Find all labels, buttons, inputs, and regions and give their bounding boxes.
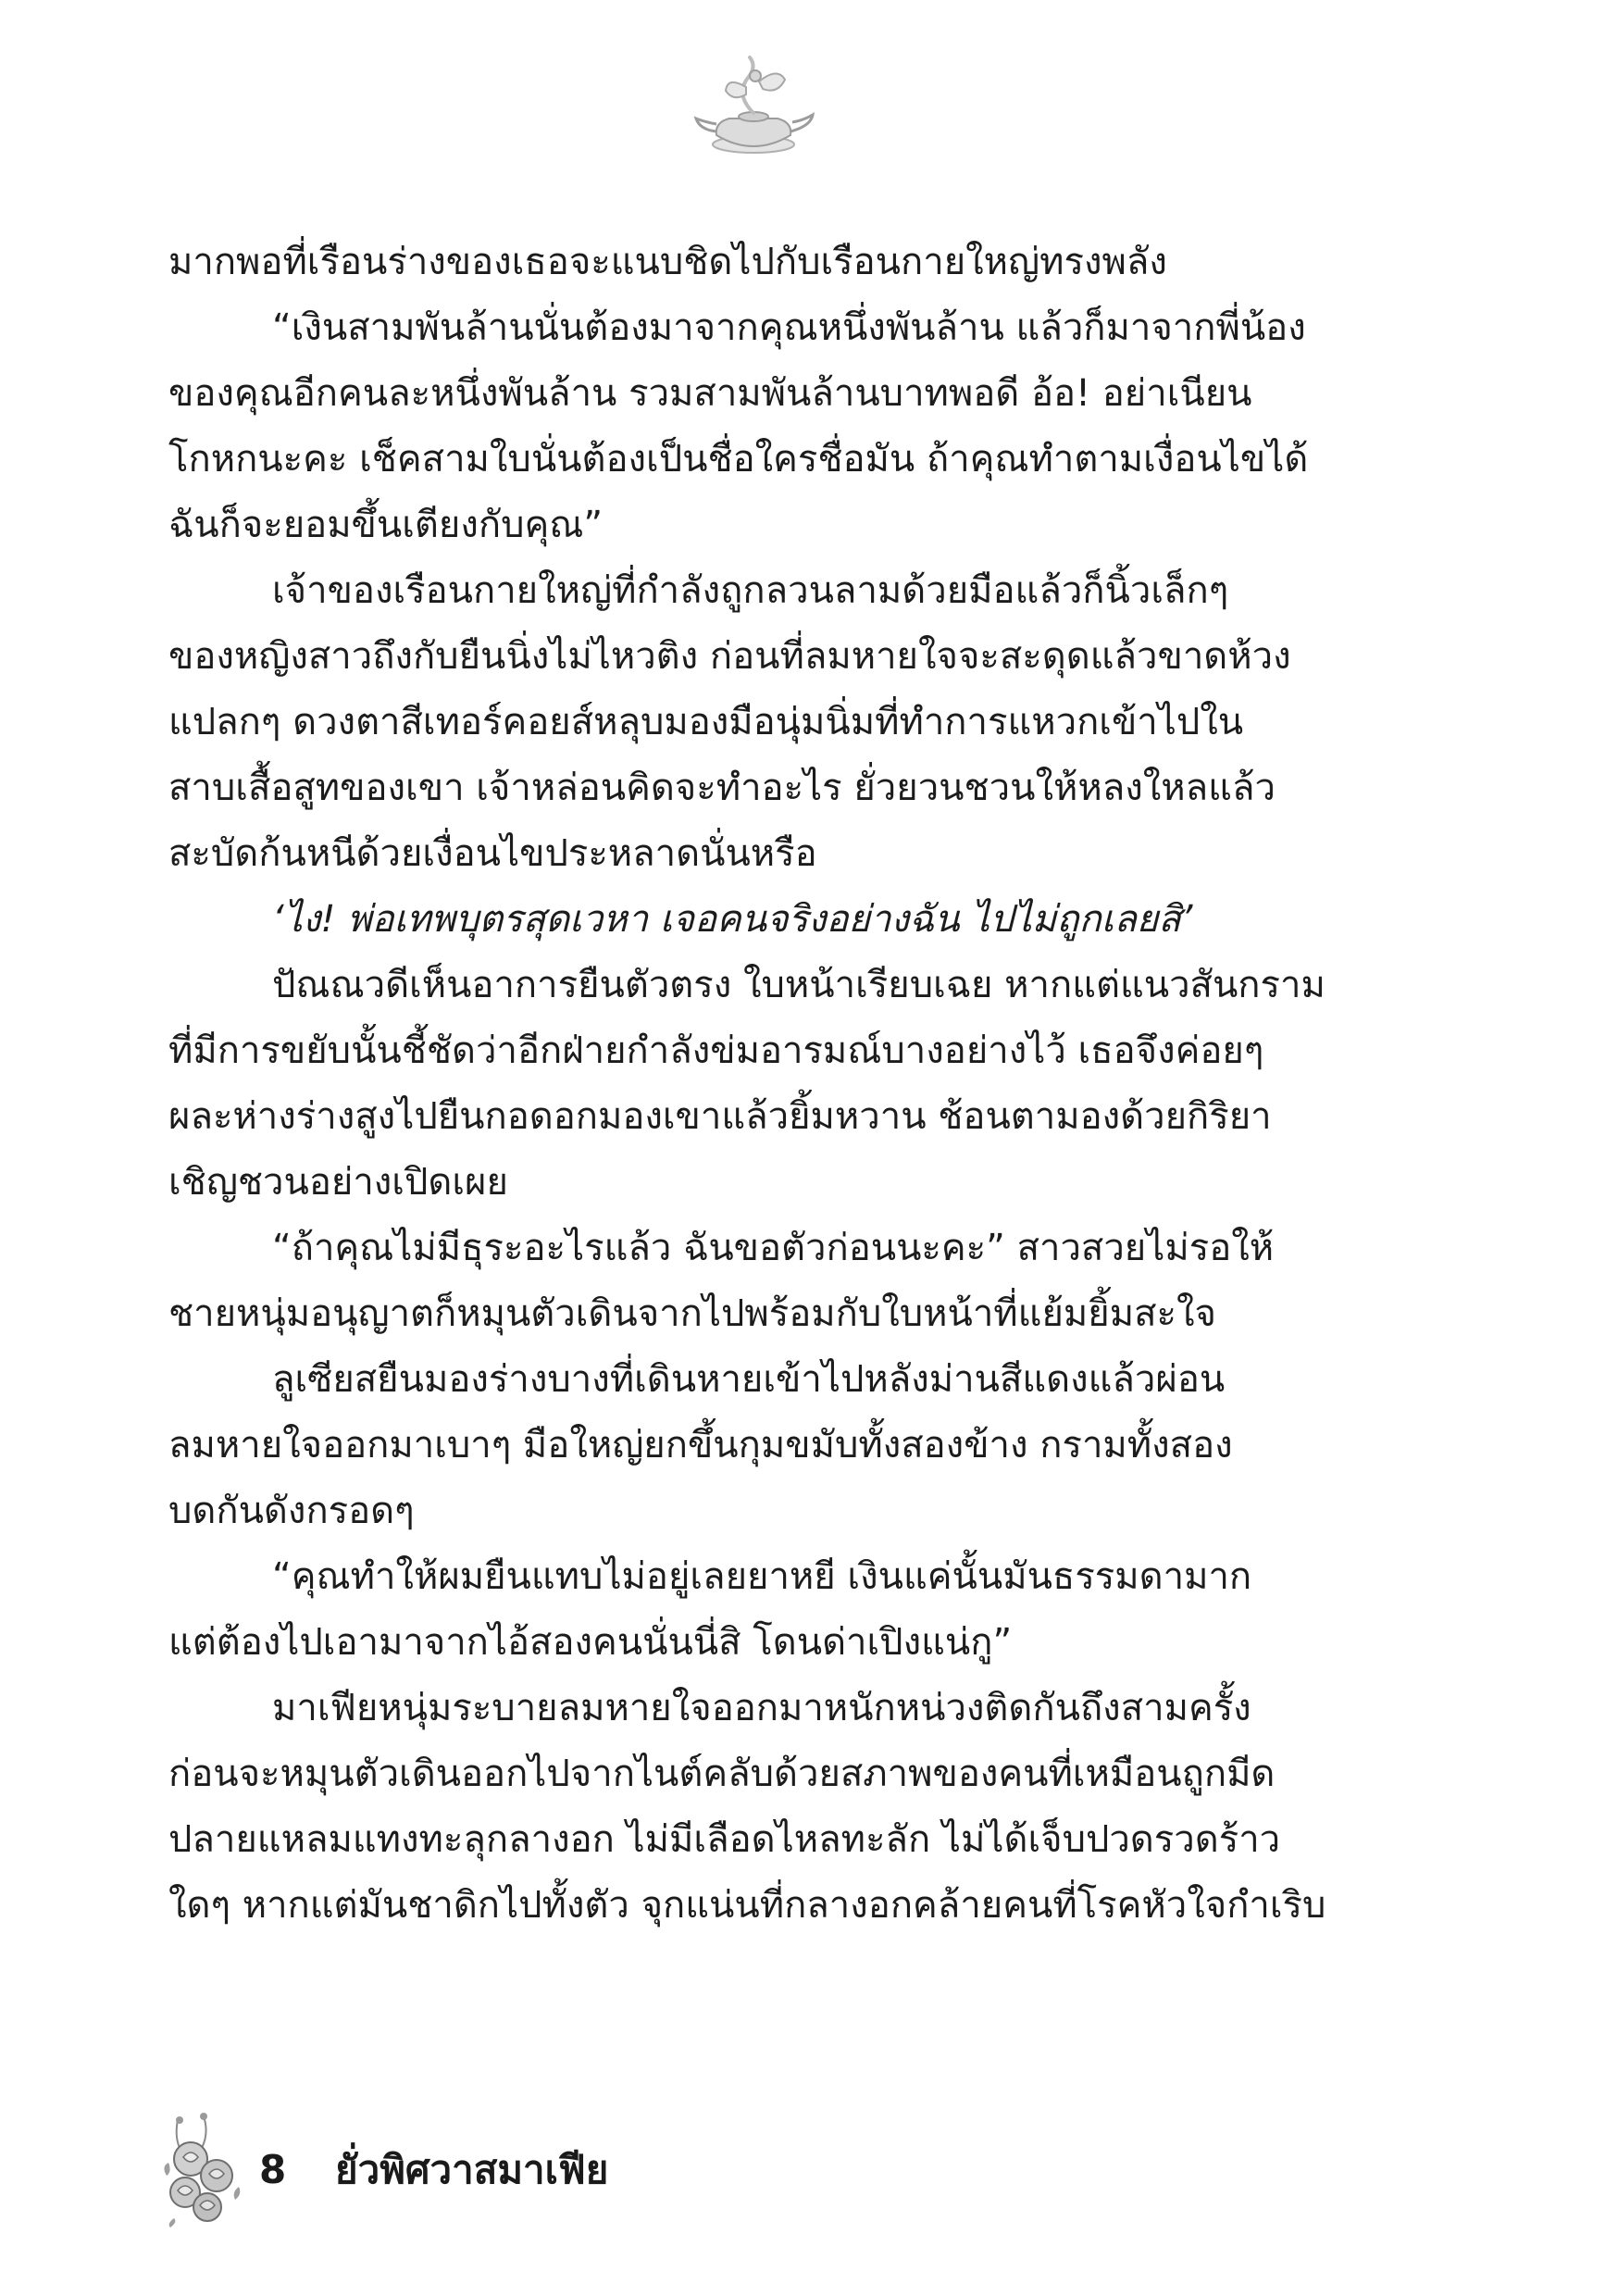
text-line: ลมหายใจออกมาเบาๆ มือใหญ่ยกขึ้นกุมขมับทั้งสองข้าง กรามทั้งสอง	[168, 1424, 1233, 1466]
text-line: ลูเซียสยืนมองร่างบางที่เดินหายเข้าไปหลังม่านสีแดงแล้วผ่อน	[272, 1358, 1226, 1401]
text-line: เจ้าของเรือนกายใหญ่ที่กำลังถูกลวนลามด้วยมือแล้วก็นิ้วเล็กๆ	[272, 569, 1229, 612]
text-line: ที่มีการขยับนั้นชี้ชัดว่าอีกฝ่ายกำลังข่มอารมณ์บางอย่างไว้ เธอจึงค่อยๆ	[168, 1029, 1264, 1072]
text-line: สะบัดก้นหนีด้วยเงื่อนไขประหลาดนั่นหรือ	[168, 832, 817, 875]
text-line: ผละห่างร่างสูงไปยืนกอดอกมองเขาแล้วยิ้มหวาน ช้อนตามองด้วยกิริยา	[168, 1095, 1272, 1138]
text-line: ก่อนจะหมุนตัวเดินออกไปจากไนต์คลับด้วยสภาพของคนที่เหมือนถูกมีด	[168, 1753, 1276, 1795]
page-footer	[159, 2111, 900, 2231]
text-line: ชายหนุ่มอนุญาตก็หมุนตัวเดินจากไปพร้อมกับใบหน้าที่แย้มยิ้มสะใจ	[168, 1292, 1216, 1335]
text-line: สาบเสื้อสูทของเขา เจ้าหล่อนคิดจะทำอะไร ยั่วยวนชวนให้หลงใหลแล้ว	[168, 767, 1276, 809]
text-line: ของคุณอีกคนละหนึ่งพันล้าน รวมสามพันล้านบาทพอดี อ้อ! อย่าเนียน	[168, 372, 1252, 415]
page-number: 8	[259, 2147, 287, 2192]
text-line: ปัณณวดีเห็นอาการยืนตัวตรง ใบหน้าเรียบเฉย หากแต่แนวสันกราม	[272, 964, 1326, 1006]
text-line-italic: ‘ไง! พ่อเทพบุตรสุดเวหา เจอคนจริงอย่างฉัน ไปไม่ถูกเลยสิ’	[272, 898, 1193, 941]
text-line: บดกันดังกรอดๆ	[168, 1490, 415, 1532]
text-line: แต่ต้องไปเอามาจากไอ้สองคนนั่นนี่สิ โดนด่าเปิงแน่กู”	[168, 1621, 1013, 1664]
text-line: “เงินสามพันล้านนั่นต้องมาจากคุณหนึ่งพันล้าน แล้วก็มาจากพี่น้อง	[272, 306, 1306, 349]
text-line: มาเฟียหนุ่มระบายลมหายใจออกมาหนักหน่วงติดกันถึงสามครั้ง	[272, 1687, 1251, 1729]
text-line: เชิญชวนอย่างเปิดเผย	[168, 1161, 508, 1204]
body-text	[168, 230, 1359, 1939]
lamp-fairy-ornament-icon	[689, 54, 818, 163]
text-line: ปลายแหลมแทงทะลุกลางอก ไม่มีเลือดไหลทะลัก ไม่ได้เจ็บปวดรวดร้าว	[168, 1818, 1281, 1861]
text-line: โกหกนะคะ เช็คสามใบนั่นต้องเป็นชื่อใครชื่อมัน ถ้าคุณทำตามเงื่อนไขได้	[168, 438, 1309, 480]
rose-bouquet-icon	[159, 2111, 244, 2229]
text-line: “คุณทำให้ผมยืนแทบไม่อยู่เลยยาหยี เงินแค่นั้นมันธรรมดามาก	[272, 1555, 1252, 1598]
book-title: ยั่วพิศวาสมาเฟีย	[335, 2147, 609, 2192]
text-line: มากพอที่เรือนร่างของเธอจะแนบชิดไปกับเรือนกายใหญ่ทรงพลัง	[168, 241, 1167, 283]
text-line: ใดๆ หากแต่มันชาดิกไปทั้งตัว จุกแน่นที่กลางอกคล้ายคนที่โรคหัวใจกำเริบ	[168, 1884, 1326, 1927]
text-line: ฉันก็จะยอมขึ้นเตียงกับคุณ”	[168, 504, 604, 546]
text-line: แปลกๆ ดวงตาสีเทอร์คอยส์หลุบมองมือนุ่มนิ่มที่ทำการแหวกเข้าไปใน	[168, 701, 1244, 743]
text-line: “ถ้าคุณไม่มีธุระอะไรแล้ว ฉันขอตัวก่อนนะคะ” สาวสวยไม่รอให้	[272, 1227, 1275, 1269]
text-line: ของหญิงสาวถึงกับยืนนิ่งไม่ไหวติง ก่อนที่ลมหายใจจะสะดุดแล้วขาดห้วง	[168, 635, 1291, 678]
